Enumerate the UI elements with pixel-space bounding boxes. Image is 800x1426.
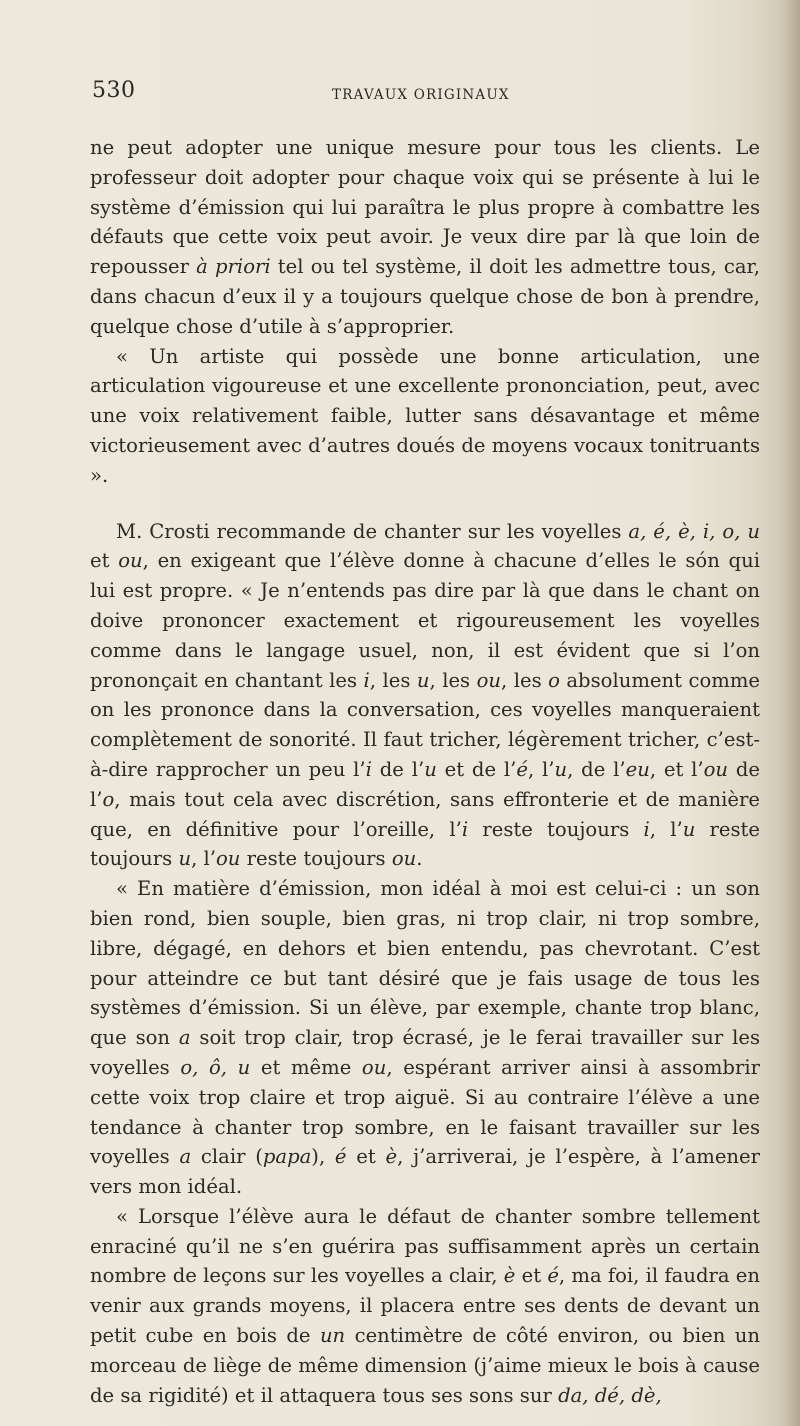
text-run: absolument comme on les prononce dans la conversation, ces voyelles manqueraient complètement de sonorité. Il faut tricher, légèrement tricher, c’est-à-dire rapprocher un peu l’ [90,668,760,781]
italic-text: a [179,1145,192,1169]
paragraph [90,517,760,875]
running-head: TRAVAUX ORIGINAUX [332,87,510,103]
text-run: et [90,549,119,573]
text-run: , mais tout cela avec discrétion, sans effronterie et de manière que, en définitive pour l’oreille, l’ [90,787,760,841]
text-run: , et l’ [649,757,704,781]
text-run: , j’arriverai, je l’espère, à l’amener vers mon idéal. [90,1145,761,1199]
italic-text: é [334,1145,347,1169]
text-run: centimètre de côté environ, ou bien un morceau de liège de même dimension (j’aime mieux le bois à cause de sa rigidité) et il attaquera tous ses sons sur [90,1324,760,1407]
page-number: 530 [92,78,136,103]
italic-text: ou [391,847,417,871]
text-run: , ma foi, il faudra en venir aux grands moyens, il placera entre ses dents de devant un petit cube en bois de [90,1264,760,1348]
italic-text: é [516,757,528,781]
italic-text: papa [262,1145,312,1169]
italic-text: u [178,847,192,871]
italic-text: à priori [196,255,271,279]
page-edge-shadow [782,0,800,1426]
italic-text: a [178,1026,191,1050]
text-run: , en exigeant que l’élève donne à chacune d’elles le són qui lui est propre. « Je n’entends pas dire par là que dans le chant on doive prononcer exactement et rigoureusement les voyelles comme dans le langage usuel, non, il est évident que si l’on prononçait en chantant les [90,549,760,692]
italic-text: è [503,1264,516,1288]
text-run: « Lorsque l’élève aura le défaut de chanter sombre tellement enraciné qu’il ne s’en guérira pas suffisamment après un certain nombre de leçons sur les voyelles a clair, [90,1204,760,1288]
text-run: et [515,1264,548,1288]
italic-text: a, é, è, i, o, u [628,519,761,543]
italic-text: é [547,1264,559,1288]
italic-text: i [365,757,372,781]
paragraph [90,342,760,491]
page-header [92,78,758,118]
text-run: soit trop clair, trop écrasé, je le ferai travailler sur les voyelles [90,1026,761,1079]
text-run: de l’ [90,757,760,811]
text-run: et [346,1145,386,1169]
paragraph [90,1202,760,1411]
text-run: et même [250,1055,362,1079]
italic-text: u [416,668,430,692]
text-run: , l’ [649,817,683,841]
text-run: reste toujours [240,847,392,871]
text-run: « Un artiste qui possède une bonne articulation, une articulation vigoureuse et une excellente prononciation, peut, avec une voix relativement faible, lutter sans désavantage et même victorieusement avec d’autres doués de moyens vocaux tonitruants ». [90,344,760,487]
text-run: reste toujours [468,817,644,841]
italic-text: ou [216,847,241,871]
text-run: tel ou tel système, il doit les admettre tous, car, dans chacun d’eux il y a toujours quelque chose de bon à prendre, quelque chose d’utile à s’approprier. [90,255,760,338]
italic-text: o [548,668,560,692]
italic-text: o [102,787,115,811]
text-run: de l’ [371,757,425,781]
text-run: , de l’ [567,757,626,781]
text-run: , les [429,668,477,692]
paragraph [90,133,760,342]
text-run: . [416,847,423,871]
text-run: M. Crosti recommande de chanter sur les voyelles [116,519,629,543]
italic-text: i [643,817,650,841]
italic-text: un [319,1324,346,1348]
italic-text: ou [361,1055,387,1079]
italic-text: è [385,1145,398,1169]
paragraph [90,874,760,1202]
italic-text: u [424,757,437,781]
text-run: ), [311,1145,335,1169]
text-run: , les [369,668,417,692]
italic-text: i [363,668,370,692]
text-run: clair ( [191,1145,263,1169]
italic-text: o, ô, u [180,1055,251,1079]
text-run: « En matière d’émission, mon idéal à moi est celui-ci : un son bien rond, bien souple, bien gras, ni trop clair, ni trop sombre, libre, dégagé, en dehors et bien entendu, pas chevrotant. C’est pour atteindre ce but tant désiré que je fais usage de tous les systèmes d’émission. Si un élève, par exemple, chante trop blanc, que son [90,877,760,1050]
text-run: et de l’ [436,757,517,781]
italic-text: u [682,817,696,841]
italic-text: ou [703,757,729,781]
text-run: ne peut adopter une unique mesure pour tous les clients. Le professeur doit adopter pour chaque voix qui se présente à lui le système d’émission qui lui paraîtra le plus propre à combattre les défauts que cette voix peut avoir. Je veux dire par là que loin de repousser [90,136,760,279]
italic-text: u [554,757,568,781]
text-run: reste toujours [90,817,761,871]
italic-text: eu [625,757,650,781]
italic-text: i [461,817,469,841]
italic-text: ou [476,668,502,692]
text-run: , l’ [527,757,555,781]
text-run: , les [501,668,549,692]
text-run: , l’ [191,847,217,871]
italic-text: da, dé, dè, [558,1383,662,1407]
text-run: , espérant arriver ainsi à assombrir cette voix trop claire et trop aiguë. Si au contraire l’élève a une tendance à chanter trop sombre, en le faisant travailler sur les voyelles [90,1055,760,1169]
body-text [90,133,760,1410]
italic-text: ou [118,549,143,573]
